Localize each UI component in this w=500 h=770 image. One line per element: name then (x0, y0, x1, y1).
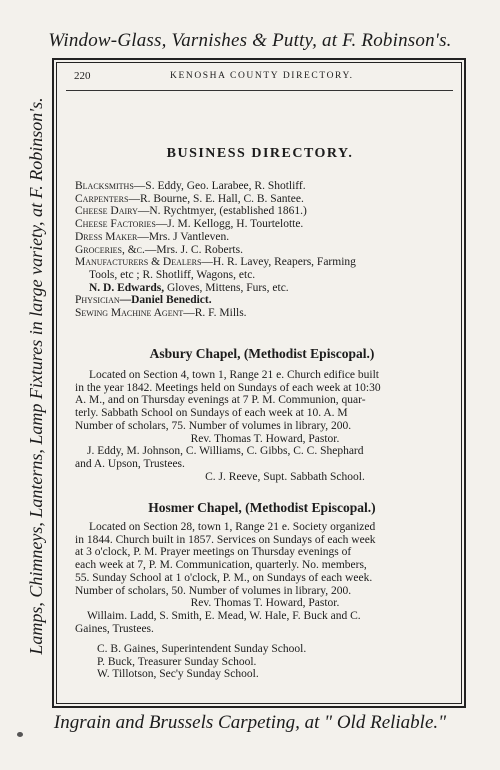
entry-text: —R. F. Mills. (183, 307, 247, 320)
body-line: at 3 o'clock, P. M. Prayer meetings on Thursday evenings of (75, 546, 352, 559)
entry-text: —Mrs. J Vantleven. (137, 230, 230, 243)
body-line: Number of scholars, 75. Number of volumes in library, 200. (75, 419, 352, 432)
trustees-line: and A. Upson, Trustees. (75, 457, 185, 470)
entry-label: Physician (75, 294, 120, 307)
entry-text: Gloves, Mittens, Furs, etc. (164, 281, 289, 294)
entry-label: Cheese Factories (75, 218, 156, 231)
entry-text: Tools, etc ; R. Shotliff, Wagons, etc. (89, 268, 256, 281)
side-advertisement: Lamps, Chimneys, Lanterns, Lamp Fixtures in large variety, at F. Robinson's. (26, 97, 46, 655)
hosmer-chapel-title: Hosmer Chapel, (Methodist Episcopal.) (148, 500, 376, 515)
entry-text: —Daniel Benedict. (119, 294, 212, 307)
body-line: Number of scholars, 50. Number of volumes in library, 200. (75, 584, 352, 597)
trustees-line: J. Eddy, M. Johnson, C. Williams, C. Gibbs, C. C. Shephard (87, 445, 364, 458)
body-line: Located on Section 28, town 1, Range 21 e. Society organized (89, 521, 376, 533)
business-entry (75, 256, 455, 269)
entry-label: N. D. Edwards, (89, 281, 165, 294)
entry-text: —N. Rychtmyer, (established 1861.) (137, 205, 307, 218)
officer-line: C. B. Gaines, Superintendent Sunday School. (97, 643, 307, 655)
entry-text: —J. M. Kellogg, H. Tourtelotte. (155, 218, 304, 231)
hosmer-officers (97, 643, 306, 681)
officer-line: W. Tillotson, Sec'y Sunday School. (97, 668, 259, 681)
ink-blot (17, 732, 23, 737)
body-line: in 1844. Church built in 1857. Services on Sundays of each week (75, 533, 376, 546)
pastor-line: Rev. Thomas T. Howard, Pastor. (190, 597, 340, 610)
header-rule (66, 90, 453, 91)
business-entry (75, 180, 455, 193)
business-entry-continuation (75, 269, 455, 282)
body-line: Located on Section 4, town 1, Range 21 e. Church edifice built (89, 369, 379, 381)
body-line: in the year 1842. Meetings held on Sundays of each week at 10:30 (75, 381, 381, 394)
business-entry (75, 205, 455, 218)
trustees-line: Gaines, Trustees. (75, 622, 154, 635)
entry-text: —H. R. Lavey, Reapers, Farming (201, 256, 356, 269)
top-advertisement: Window-Glass, Varnishes & Putty, at F. Robinson's. (48, 30, 452, 51)
business-entry (75, 193, 455, 206)
pastor-line: Rev. Thomas T. Howard, Pastor. (190, 432, 340, 445)
entry-label: Dress Maker (75, 230, 138, 243)
business-entry (75, 282, 455, 295)
business-entries (75, 180, 455, 320)
asbury-chapel-body (75, 369, 455, 483)
officer-line: P. Buck, Treasurer Sunday School. (97, 655, 257, 668)
entry-label: Carpenters (75, 192, 129, 205)
business-entry (75, 231, 455, 244)
hosmer-chapel-body (75, 521, 455, 635)
business-entry (75, 307, 455, 320)
entry-label: Groceries, &c. (75, 243, 145, 256)
bottom-advertisement: Ingrain and Brussels Carpeting, at " Old Reliable." (53, 712, 447, 733)
business-entry (75, 294, 455, 307)
entry-label: Cheese Dairy (75, 205, 138, 218)
asbury-chapel-title: Asbury Chapel, (Methodist Episcopal.) (149, 346, 375, 361)
supt-line: C. J. Reeve, Supt. Sabbath School. (205, 470, 365, 483)
business-entry (75, 218, 455, 231)
entry-text: —S. Eddy, Geo. Larabee, R. Shotliff. (133, 180, 306, 192)
entry-label: Blacksmiths (75, 180, 134, 192)
entry-text: —R. Bourne, S. E. Hall, C. B. Santee. (128, 192, 304, 205)
entry-text: —Mrs. J. C. Roberts. (144, 243, 243, 256)
entry-label: Manufacturers & Dealers (75, 256, 202, 269)
entry-label: Sewing Machine Agent (75, 307, 184, 320)
business-directory-title: BUSINESS DIRECTORY. (166, 146, 354, 161)
page-number: 220 (74, 70, 91, 82)
business-entry (75, 244, 455, 257)
body-line: each week at 7, P. M. Communication, quarterly. No. members, (75, 559, 367, 572)
body-line: 55. Sunday School at 1 o'clock, P. M., on Sundays of each week. (75, 571, 373, 584)
trustees-line: Willaim. Ladd, S. Smith, E. Mead, W. Hale, F. Buck and C. (87, 609, 361, 622)
body-line: A. M., and on Thursday evenings at 7 P. M. Communion, quar- (75, 394, 366, 407)
body-line: terly. Sabbath School on Sundays of each week at 10. A. M (75, 407, 348, 420)
running-head: KENOSHA COUNTY DIRECTORY. (170, 71, 354, 81)
